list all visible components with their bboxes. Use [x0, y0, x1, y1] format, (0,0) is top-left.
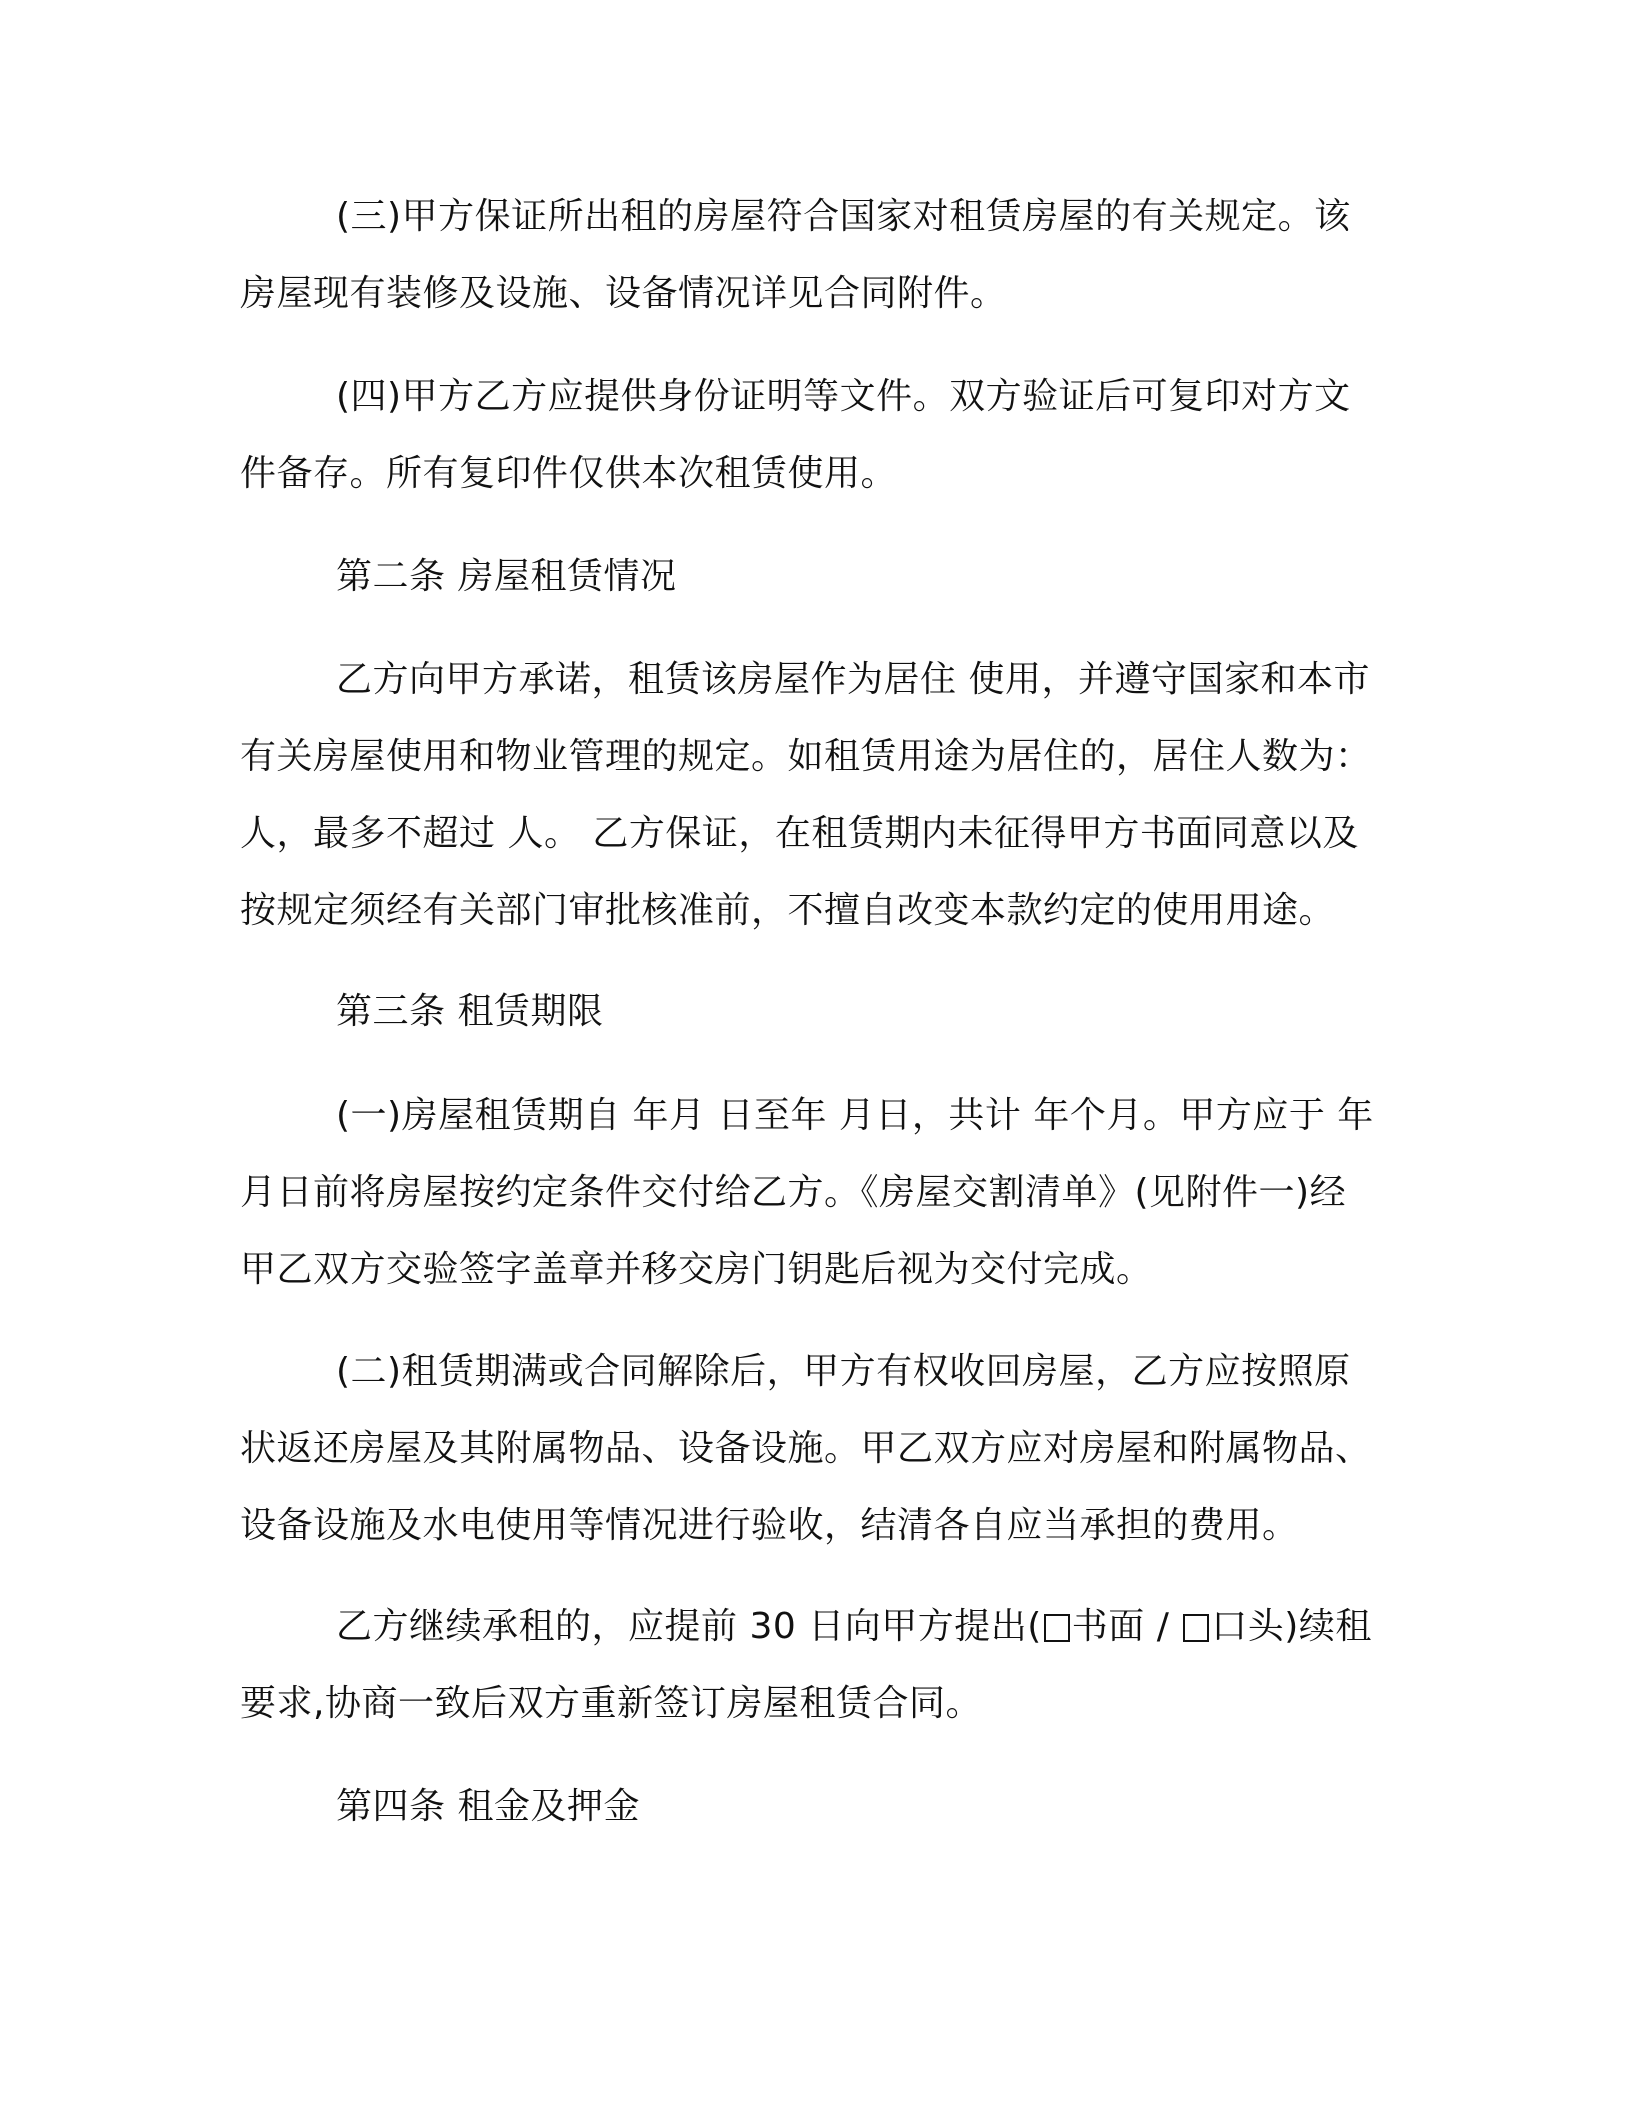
- renewal-text: 乙方继续承租的，应提前 30 日向甲方提出(: [336, 1606, 1042, 1647]
- text-line: 按规定须经有关部门审批核准前，不擅自改变本款约定的使用用途。: [240, 890, 1336, 931]
- text-line: [240, 1588, 1390, 1665]
- article-4-heading: [240, 1768, 1390, 1845]
- text-line: 月日前将房屋按约定条件交付给乙方。《房屋交割清单》(见附件一)经: [240, 1172, 1347, 1213]
- clause-3-paragraph: [240, 178, 1390, 332]
- article-2-paragraph: [240, 641, 1390, 949]
- section-heading: 第三条 租赁期限: [336, 991, 604, 1032]
- section-heading: 第二条 房屋租赁情况: [336, 556, 677, 597]
- text-line: (一)房屋租赁期自 年月 日至年 月日，共计 年个月。甲方应于 年: [336, 1095, 1374, 1136]
- text-line: (四)甲方乙方应提供身份证明等文件。双方验证后可复印对方文: [336, 376, 1351, 417]
- article-3-heading: [240, 973, 1390, 1050]
- text-line: 房屋现有装修及设施、设备情况详见合同附件。: [240, 273, 1007, 314]
- text-line: 甲乙双方交验签字盖章并移交房门钥匙后视为交付完成。: [240, 1249, 1153, 1290]
- text-line: 状返还房屋及其附属物品、设备设施。甲乙双方应对房屋和附属物品、: [240, 1428, 1372, 1469]
- text-line: 有关房屋使用和物业管理的规定。如租赁用途为居住的，居住人数为：: [240, 736, 1372, 777]
- text-line: 乙方向甲方承诺，租赁该房屋作为居住 使用，并遵守国家和本市: [336, 659, 1370, 700]
- text-line: 要求,协商一致后双方重新签订房屋租赁合同。: [240, 1683, 982, 1724]
- text-line: 件备存。所有复印件仅供本次租赁使用。: [240, 453, 898, 494]
- article-2-heading: [240, 538, 1390, 615]
- text-line: 人，最多不超过 人。 乙方保证，在租赁期内未征得甲方书面同意以及: [240, 813, 1359, 854]
- section-heading: 第四条 租金及押金: [336, 1786, 640, 1827]
- renewal-option-oral: 口头)续租: [1211, 1606, 1372, 1647]
- text-line: 设备设施及水电使用等情况进行验收，结清各自应当承担的费用。: [240, 1505, 1299, 1546]
- written-checkbox[interactable]: [1044, 1614, 1070, 1642]
- article-3-item-2: [240, 1333, 1390, 1564]
- renewal-paragraph: [240, 1588, 1390, 1742]
- article-3-item-1: [240, 1077, 1390, 1308]
- text-line: (二)租赁期满或合同解除后，甲方有权收回房屋，乙方应按照原: [336, 1351, 1351, 1392]
- renewal-option-written: 书面 /: [1071, 1606, 1182, 1647]
- clause-4-paragraph: [240, 358, 1390, 512]
- oral-checkbox[interactable]: [1183, 1614, 1209, 1642]
- text-line: (三)甲方保证所出租的房屋符合国家对租赁房屋的有关规定。该: [336, 196, 1351, 237]
